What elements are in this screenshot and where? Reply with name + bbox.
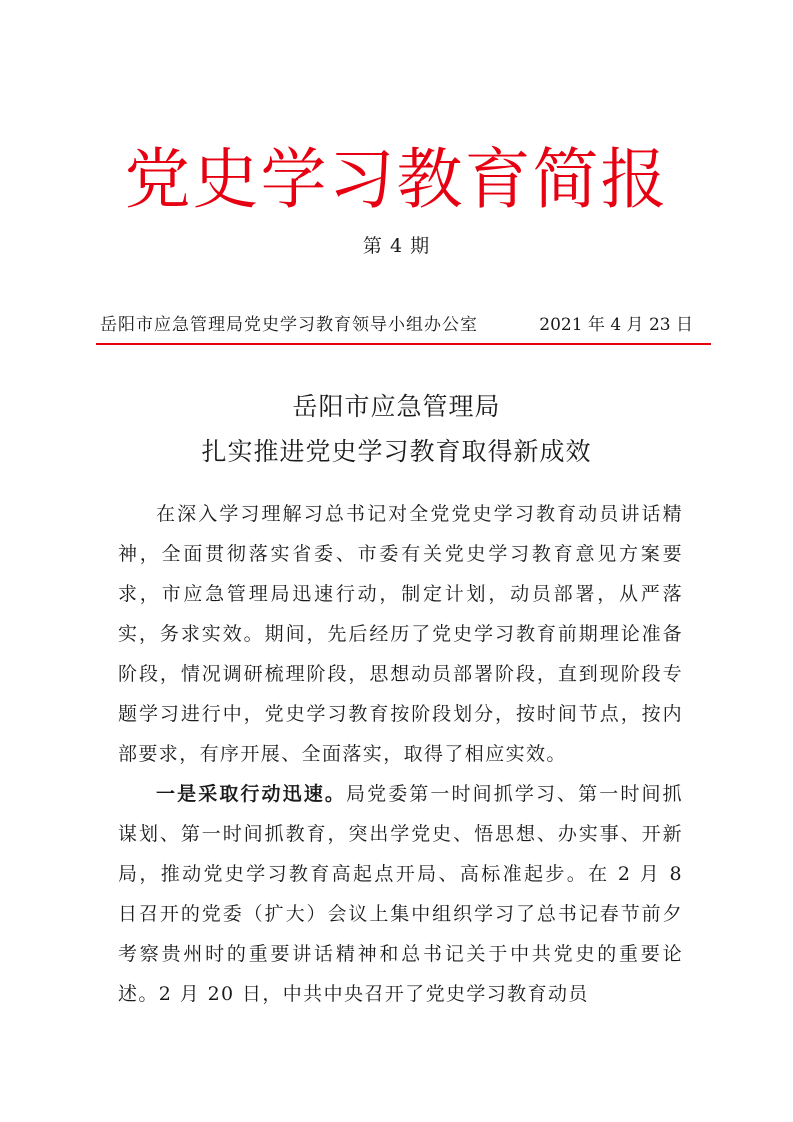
paragraph-1: 在深入学习理解习总书记对全党党史学习教育动员讲话精神，全面贯彻落实省委、市委有关党史学习教育意见方案要求，市应急管理局迅速行动，制定计划，动员部署，从严落实，务求实效。期间，先后经历了党史学习教育前期理论准备阶段，情况调研梳理阶段，思想动员部署阶段，直到现阶段专题学习进行中，党史学习教育按阶段划分，按时间节点，按内部要求，有序开展、全面落实，取得了相应实效。 [118, 503, 683, 765]
red-divider-line [96, 343, 711, 345]
issuer-row [100, 311, 693, 339]
issue-date: 2021 年 4 月 23 日 [539, 315, 693, 335]
issuing-office: 岳阳市应急管理局党史学习教育领导小组办公室 [100, 315, 478, 335]
paragraph-2-lead: 一是采取行动迅速。 [156, 783, 346, 805]
article-headline-line1: 岳阳市应急管理局 [292, 392, 501, 421]
article-headline-line2: 扎实推进党史学习教育取得新成效 [201, 437, 592, 466]
paragraph-2-body: 局党委第一时间抓学习、第一时间抓谋划、第一时间抓教育，突出学党史、悟思想、办实事、开新局，推动党史学习教育高起点开局、高标准起步。在 2 月 8 日召开的党委（扩大）会议上集中组织学习了总书记春节前夕考察贵州时的重要讲话精神和总书记关于中共党史的重要论述。2 月 20 日，中共中央召开了党史学习教育动员 [118, 783, 684, 1005]
paragraph-2 [118, 774, 683, 1014]
bulletin-masthead-title: 党史学习教育简报 [124, 141, 669, 218]
issue-number: 第 4 期 [362, 235, 431, 257]
article-body [118, 494, 683, 1014]
